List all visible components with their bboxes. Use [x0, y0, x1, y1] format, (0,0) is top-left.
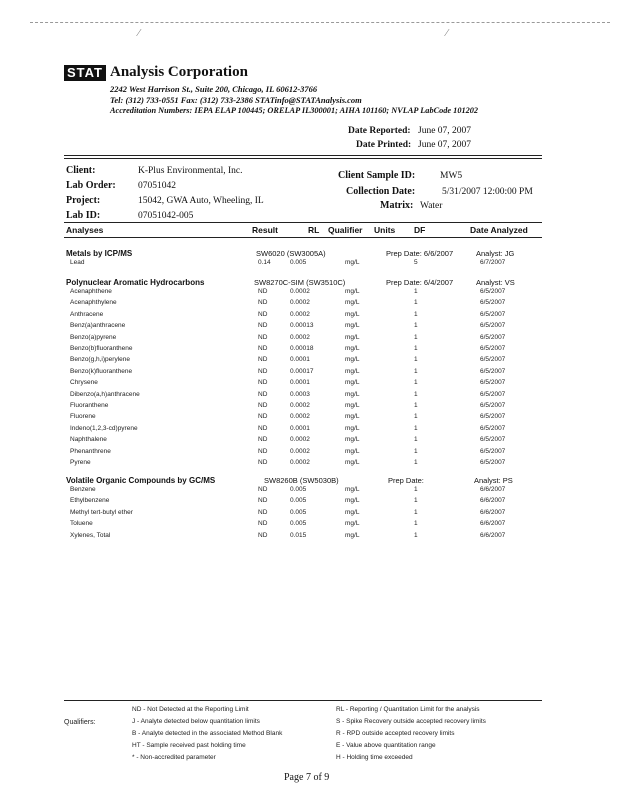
analyte-name: Benzo(g,h,i)perylene: [70, 356, 130, 364]
analyte-rl: 0.005: [290, 486, 307, 493]
analyte-result: ND: [258, 322, 268, 330]
qualifier-note-left: J - Analyte detected below quantitation limits: [132, 718, 260, 725]
analyte-df: 1: [414, 497, 418, 505]
analyte-df: 1: [414, 345, 418, 352]
table-row: [0, 436, 618, 447]
analyte-df: 1: [414, 310, 418, 318]
analyte-unit: mg/L: [345, 497, 360, 505]
project-label: Project:: [66, 195, 101, 206]
analyte-date: 6/5/2007: [480, 390, 506, 398]
section-prep-metals: Prep Date: 6/6/2007: [386, 249, 454, 258]
qualifiers-label: Qualifiers:: [64, 719, 96, 726]
header-divider: [64, 155, 542, 156]
analyte-result: ND: [258, 424, 268, 432]
analyte-name: Benzo(b)fluoranthene: [70, 345, 133, 352]
section-title-pah: Polynuclear Aromatic Hydrocarbons: [66, 278, 205, 287]
accreditation-numbers: Accreditation Numbers: IEPA ELAP 100445; ORELAP IL300001; AIHA 101160; NVLAP LabCode 101202: [110, 106, 479, 115]
analyte-result: ND: [258, 379, 268, 387]
analyte-name: Benz(a)anthracene: [70, 322, 126, 330]
table-row: [0, 509, 618, 520]
collection-date-value: 5/31/2007 12:00:00 PM: [442, 187, 533, 197]
company-address: 2242 West Harrison St., Suite 200, Chicago, IL 60612-3766: [110, 84, 318, 94]
analyte-df: 1: [414, 322, 418, 330]
date-reported-label: Date Reported:: [348, 126, 411, 136]
scan-mark: ⁄: [446, 28, 448, 39]
qualifier-note-right: R - RPD outside accepted recovery limits: [336, 730, 455, 737]
analyte-name: Dibenzo(a,h)anthracene: [70, 390, 140, 398]
analyte-name: Benzo(k)fluoranthene: [70, 367, 133, 375]
analyte-df: 1: [414, 520, 418, 528]
analyte-rl: 0.00017: [290, 367, 314, 375]
analyte-unit: mg/L: [345, 310, 360, 318]
analyte-rl: 0.0002: [290, 333, 310, 341]
qualifier-note-left: * - Non-accredited parameter: [132, 754, 216, 761]
section-analyst-pah: Analyst: VS: [476, 278, 515, 287]
analyte-df: 1: [414, 402, 418, 409]
company-name: Analysis Corporation: [110, 64, 248, 80]
section-method-metals: SW6020 (SW3005A): [256, 249, 326, 258]
analyte-rl: 0.005: [290, 259, 307, 266]
column-rl: RL: [308, 225, 320, 235]
analyte-rl: 0.0002: [290, 310, 310, 318]
analyte-rl: 0.0002: [290, 288, 310, 295]
analyte-rl: 0.0002: [290, 413, 310, 421]
analyte-unit: mg/L: [345, 333, 360, 341]
analyte-df: 1: [414, 367, 418, 375]
column-header-top-line: [64, 222, 542, 223]
collection-date-label: Collection Date:: [346, 186, 416, 197]
analyte-unit: mg/L: [345, 436, 360, 444]
analyte-result: ND: [258, 508, 268, 516]
analyte-date: 6/5/2007: [480, 288, 506, 295]
analyte-name: Toluene: [70, 520, 93, 528]
analyte-rl: 0.00013: [290, 322, 314, 330]
analyte-rl: 0.0002: [290, 459, 310, 466]
date-printed-value: June 07, 2007: [418, 140, 472, 150]
analyte-result: ND: [258, 486, 268, 493]
analyte-unit: mg/L: [345, 259, 360, 266]
analyte-rl: 0.015: [290, 531, 307, 539]
analyte-name: Benzo(a)pyrene: [70, 333, 117, 341]
analyte-result: ND: [258, 447, 268, 455]
analyte-name: Acenaphthylene: [70, 299, 117, 307]
analyte-date: 6/5/2007: [480, 413, 506, 421]
column-units: Units: [374, 225, 396, 235]
analyte-date: 6/5/2007: [480, 402, 506, 409]
analyte-date: 6/6/2007: [480, 486, 506, 493]
analyte-df: 1: [414, 333, 418, 341]
analyte-unit: mg/L: [345, 447, 360, 455]
analyte-unit: mg/L: [345, 459, 360, 466]
company-contact: Tel: (312) 733-0551 Fax: (312) 733-2386 STATinfo@STATAnalysis.com: [110, 95, 362, 105]
analyte-name: Benzene: [70, 486, 96, 493]
table-row: [0, 334, 618, 345]
analyte-rl: 0.0001: [290, 356, 310, 364]
analyte-unit: mg/L: [345, 379, 360, 387]
table-row: [0, 379, 618, 390]
qualifier-note-left: HT - Sample received past holding time: [132, 742, 246, 749]
analyte-rl: 0.0001: [290, 379, 310, 387]
column-df: DF: [414, 225, 426, 235]
analyte-rl: 0.005: [290, 520, 307, 528]
table-row: [0, 311, 618, 322]
section-method-voc: SW8260B (SW5030B): [264, 476, 339, 485]
analyte-result: ND: [258, 310, 268, 318]
analyte-date: 6/5/2007: [480, 356, 506, 364]
analyte-df: 1: [414, 424, 418, 432]
analyte-date: 6/5/2007: [480, 424, 506, 432]
section-title-voc: Volatile Organic Compounds by GC/MS: [66, 476, 216, 485]
analyte-date: 6/6/2007: [480, 508, 506, 516]
table-row: [0, 368, 618, 379]
analyte-date: 6/5/2007: [480, 310, 506, 318]
analyte-unit: mg/L: [345, 508, 360, 516]
qualifier-note-left: B - Analyte detected in the associated Method Blank: [132, 730, 283, 737]
analyte-result: ND: [258, 299, 268, 307]
matrix-label: Matrix:: [380, 200, 414, 211]
lab-id-value: 07051042-005: [138, 211, 194, 221]
table-row: [0, 391, 618, 402]
analyte-name: Fluorene: [70, 413, 96, 421]
analyte-date: 6/5/2007: [480, 333, 506, 341]
section-analyst-voc: Analyst: PS: [474, 476, 513, 485]
column-date-analyzed: Date Analyzed: [470, 225, 528, 235]
date-reported-value: June 07, 2007: [418, 126, 472, 136]
analyte-name: Lead: [70, 259, 85, 266]
top-scan-line: [30, 22, 610, 23]
analyte-name: Pyrene: [70, 459, 91, 466]
analyte-df: 1: [414, 447, 418, 455]
table-row: [0, 459, 618, 470]
analyte-result: ND: [258, 367, 268, 375]
analyte-unit: mg/L: [345, 486, 360, 493]
analyte-unit: mg/L: [345, 322, 360, 330]
column-analyses: Analyses: [66, 225, 104, 235]
analyte-df: 1: [414, 288, 418, 295]
analyte-result: ND: [258, 288, 268, 295]
table-row: [0, 322, 618, 333]
analyte-name: Naphthalene: [70, 436, 107, 444]
analyte-rl: 0.0002: [290, 436, 310, 444]
qualifier-note-left: ND - Not Detected at the Reporting Limit: [132, 706, 249, 713]
analyte-result: ND: [258, 345, 268, 352]
section-title-metals: Metals by ICP/MS: [66, 249, 133, 258]
analyte-name: Anthracene: [70, 310, 104, 318]
analyte-df: 1: [414, 486, 418, 493]
analyte-rl: 0.0001: [290, 424, 310, 432]
analyte-result: ND: [258, 459, 268, 466]
column-qualifier: Qualifier: [328, 225, 363, 235]
analyte-result: ND: [258, 413, 268, 421]
table-row: [0, 345, 618, 356]
analyte-unit: mg/L: [345, 299, 360, 307]
table-row: [0, 299, 618, 310]
analyte-rl: 0.005: [290, 508, 307, 516]
analyte-name: Methyl tert-butyl ether: [70, 508, 133, 516]
analyte-unit: mg/L: [345, 390, 360, 398]
analyte-date: 6/6/2007: [480, 497, 506, 505]
qualifier-note-right: H - Holding time exceeded: [336, 754, 413, 761]
analyte-date: 6/6/2007: [480, 531, 506, 539]
analyte-unit: mg/L: [345, 520, 360, 528]
analyte-name: Acenaphthene: [70, 288, 112, 295]
analyte-df: 1: [414, 531, 418, 539]
analyte-name: Ethylbenzene: [70, 497, 110, 505]
analyte-result: ND: [258, 520, 268, 528]
analyte-date: 6/5/2007: [480, 345, 506, 352]
analyte-result: ND: [258, 497, 268, 505]
analyte-result: ND: [258, 436, 268, 444]
lab-order-label: Lab Order:: [66, 180, 116, 191]
analyte-date: 6/5/2007: [480, 322, 506, 330]
analyte-result: ND: [258, 390, 268, 398]
table-row: [0, 402, 618, 413]
analyte-df: 1: [414, 436, 418, 444]
analyte-unit: mg/L: [345, 345, 360, 352]
scan-mark: ⁄: [138, 28, 140, 39]
analyte-result: 0.14: [258, 259, 271, 266]
qualifier-note-right: RL - Reporting / Quantitation Limit for the analysis: [336, 706, 480, 713]
client-value: K-Plus Environmental, Inc.: [138, 166, 243, 176]
column-result: Result: [252, 225, 278, 235]
analyte-df: 1: [414, 390, 418, 398]
table-row: [0, 520, 618, 531]
analyte-df: 1: [414, 413, 418, 421]
matrix-value: Water: [420, 201, 443, 211]
analyte-date: 6/5/2007: [480, 459, 506, 466]
analyte-result: ND: [258, 333, 268, 341]
analyte-date: 6/7/2007: [480, 259, 506, 266]
table-row: [0, 288, 618, 299]
table-row: [0, 532, 618, 543]
analyte-rl: 0.005: [290, 497, 307, 505]
analyte-name: Phenanthrene: [70, 447, 111, 455]
analyte-df: 1: [414, 508, 418, 516]
analyte-rl: 0.00018: [290, 345, 314, 352]
table-row: [0, 497, 618, 508]
section-method-pah: SW8270C-SIM (SW3510C): [254, 278, 346, 287]
analyte-name: Chrysene: [70, 379, 98, 387]
client-label: Client:: [66, 165, 96, 176]
company-logo: STAT: [64, 65, 106, 81]
analyte-unit: mg/L: [345, 531, 360, 539]
analyte-df: 1: [414, 356, 418, 364]
analyte-df: 1: [414, 299, 418, 307]
analyte-unit: mg/L: [345, 367, 360, 375]
date-printed-label: Date Printed:: [356, 140, 412, 150]
lab-order-value: 07051042: [138, 181, 176, 191]
analyte-result: ND: [258, 531, 268, 539]
section-prep-pah: Prep Date: 6/4/2007: [386, 278, 454, 287]
analyte-name: Indeno(1,2,3-cd)pyrene: [70, 424, 138, 432]
analyte-date: 6/5/2007: [480, 367, 506, 375]
analyte-date: 6/5/2007: [480, 379, 506, 387]
client-sample-id-value: MW5: [440, 171, 463, 181]
column-header-bottom-line: [64, 237, 542, 238]
analyte-unit: mg/L: [345, 413, 360, 421]
header-divider-2: [64, 158, 542, 159]
analyte-date: 6/6/2007: [480, 520, 506, 528]
section-analyst-metals: Analyst: JG: [476, 249, 515, 258]
table-row: [0, 413, 618, 424]
analyte-unit: mg/L: [345, 288, 360, 295]
table-row: [0, 356, 618, 367]
analyte-date: 6/5/2007: [480, 436, 506, 444]
footer-divider: [64, 700, 542, 701]
qualifier-note-right: E - Value above quantitation range: [336, 742, 436, 749]
project-value: 15042, GWA Auto, Wheeling, IL: [138, 196, 264, 206]
table-row: [0, 425, 618, 436]
section-prep-voc: Prep Date:: [388, 476, 424, 485]
analyte-rl: 0.0002: [290, 299, 310, 307]
page-number: Page 7 of 9: [284, 772, 330, 783]
client-sample-id-label: Client Sample ID:: [338, 170, 416, 181]
analyte-df: 1: [414, 459, 418, 466]
analyte-df: 1: [414, 379, 418, 387]
analyte-result: ND: [258, 356, 268, 364]
table-row: [0, 448, 618, 459]
analyte-df: 5: [414, 259, 418, 266]
analyte-date: 6/5/2007: [480, 447, 506, 455]
analyte-rl: 0.0002: [290, 447, 310, 455]
analyte-date: 6/5/2007: [480, 299, 506, 307]
table-row: [0, 486, 618, 497]
analyte-result: ND: [258, 402, 268, 409]
analyte-unit: mg/L: [345, 356, 360, 364]
qualifier-note-right: S - Spike Recovery outside accepted recovery limits: [336, 718, 486, 725]
analyte-name: Xylenes, Total: [70, 531, 111, 539]
analyte-name: Fluoranthene: [70, 402, 109, 409]
table-row: [0, 259, 618, 270]
analyte-unit: mg/L: [345, 424, 360, 432]
analyte-rl: 0.0002: [290, 402, 310, 409]
lab-id-label: Lab ID:: [66, 210, 101, 221]
analyte-rl: 0.0003: [290, 390, 310, 398]
analyte-unit: mg/L: [345, 402, 360, 409]
